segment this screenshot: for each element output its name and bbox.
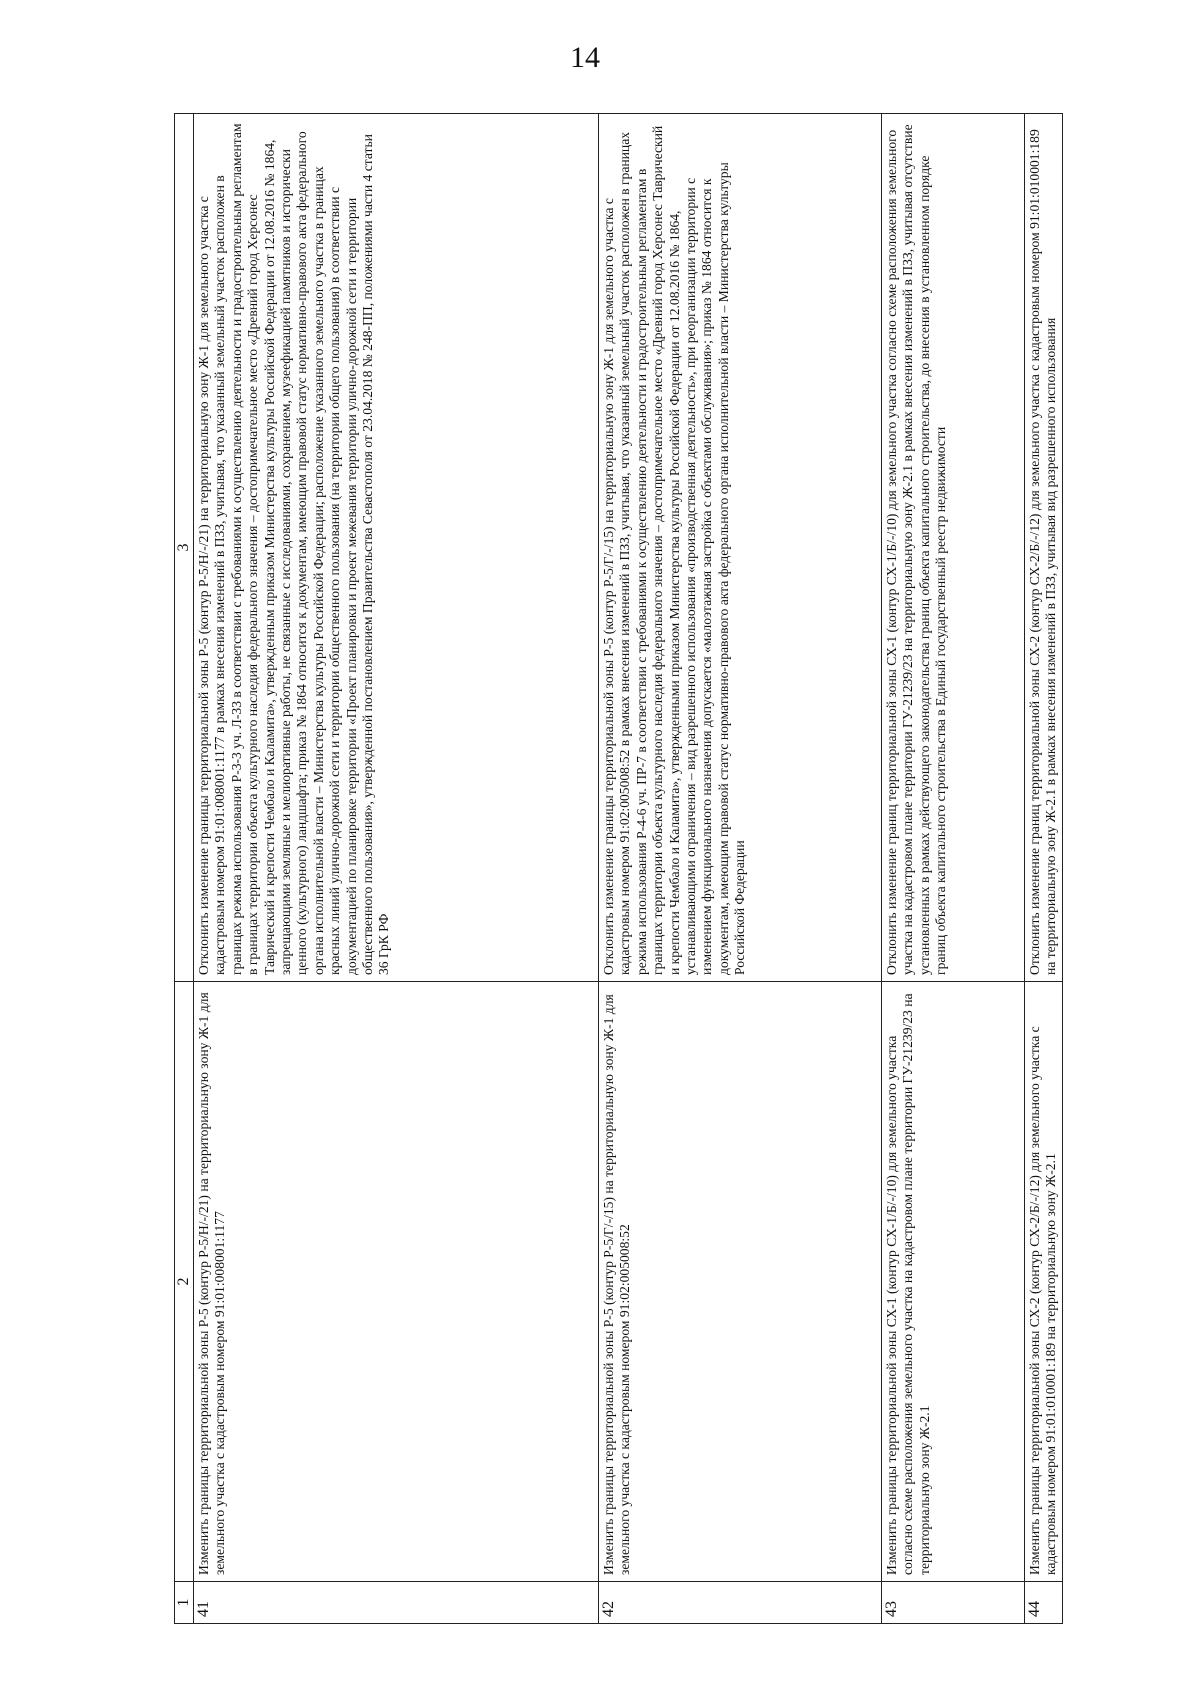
decision-cell [1025,114,1063,982]
page-number: 14 [570,41,600,74]
row-number: 42 [599,1582,882,1624]
column-header-proposal: 2 [175,982,194,1582]
proposal-cell [194,982,599,1582]
row-number: 41 [194,1582,599,1624]
decision-cell [599,114,882,982]
decision-text: Отклонить изменение границ территориальной зоны СХ-2 (контур СХ-2/Б/-/12) для земельного участка с кадастровым номером 91:01:010001:189 на территориальную зону Ж-2.1 в рамках внесения изменений в ПЗЗ, учитывая вид разрешенного использования [1027,129,1059,975]
rotated-table-container [174,114,1059,1624]
table-row [194,114,599,1624]
proposal-text: Изменить границы территориальной зоны СХ-1 (контур СХ-1/Б/-/10) для земельного участка согласно схеме расположения земельного участка на кадастровом плане территории ГУ-21239/23 на территориальную зону Ж-2.1 [884,993,932,1575]
table-row [599,114,882,1624]
proposal-cell [1025,982,1063,1582]
proposal-text: Изменить границы территориальной зоны Р-5 (контур Р-5/Г/-/15) на территориальную зону Ж-1 для земельного участка с кадастровым номером 91:02:005008:52 [601,994,633,1575]
decision-text: Отклонить изменение границ территориальной зоны СХ-1 (контур СХ-1/Б/-/10) для земельного участка согласно схеме расположения земельного участка на кадастровом плане территории ГУ-21239/23 на территориальную зону Ж-2.1 в рамках внесения изменений в ПЗЗ, учитывая отсутствие установленных в рамках действующего законодательства границ объекта капитального строительства, до внесения в установленном порядке границ объекта капитального строительства в Единый государственный реестр недвижимости [884,124,949,975]
decision-text: Отклонить изменение границы территориальной зоны Р-5 (контур Р-5/Н/-/21) на территориальную зону Ж-1 для земельного участка с кадастровым номером 91:01:008001:1177 в рамках внесения изменений в ПЗЗ, учитывая, что указанный земельный участок расположен в границах режима использования Р-3-3 уч. Л-33 в соответствии с требованиями к осуществлению деятельности и градостроительным регламентам в границах территории объекта культурного наследия федерального значения – достопримечательное место «Древний город Херсонес Таврический и крепости Чембало и Каламита», утвержденным приказом Министерства культуры Российской Федерации от 12.08.2016 № 1864, запрещающими земляные и мелиоративные работы, не связанные с исследованиями, сохранением, музеефикацией памятников и исторически ценного (культурного) ландшафта; приказ № 1864 относится к документам, имеющим правовой статус нормативно-правового акта федерального органа исполнительной власти – Министерства культуры Российской Федерации; расположение указанного земельного участка в границах красных линий улично-дорожной сети и территории общественного пользования (на территории общего пользования) в соответствии с документацией по планировке территории «Проект планировки и проект межевания территории улично-дорожной сети и территории общественного пользования», утвержденной постановлением Правительства Севастополя от 23.04.2018 № 248-ПП, положениями части 4 статьи 36 ГрК РФ [196,123,392,975]
proposal-text: Изменить границы территориальной зоны Р-5 (контур Р-5/Н/-/21) на территориальную зону Ж-1 для земельного участка с кадастровым номером 91:01:008001:1177 [196,992,228,1575]
proposal-cell [882,982,1025,1582]
decisions-table [174,113,1063,1624]
column-header-decision: 3 [175,114,194,982]
row-number: 44 [1025,1582,1063,1624]
row-number: 43 [882,1582,1025,1624]
table-row [1025,114,1063,1624]
proposal-text: Изменить границы территориальной зоны СХ-2 (контур СХ-2/Б/-/12) для земельного участка с кадастровым номером 91:01:010001:189 на территориальную зону Ж-2.1 [1027,1026,1059,1575]
table-row [882,114,1025,1624]
decision-cell [194,114,599,982]
column-header-number: 1 [175,1582,194,1624]
decision-text: Отклонить изменение границы территориальной зоны Р-5 (контур Р-5/Г/-/15) на территориальную зону Ж-1 для земельного участка с кадастровым номером 91:02:005008:52 в рамках внесения изменений в ПЗЗ, учитывая, что указанный земельный участок расположен в границах режима использования Р-4-6 уч. ПР-7 в соответствии с требованиями к осуществлению деятельности и градостроительным регламентам в границах территории объекта культурного наследия федерального значения – достопримечательное место «Древний город Херсонес Таврический и крепости Чембало и Каламита», утвержденными приказом Министерства культуры Российской Федерации от 12.08.2016 № 1864, устанавливающими ограничения – вид разрешенного использования «производственная деятельность», при реорганизации территории с изменением функционального назначения допускается «малоэтажная застройка с объектами обслуживания»; приказ № 1864 относится к документам, имеющим правовой статус нормативно-правового акта федерального органа исполнительной власти – Министерства культуры Российской Федерации [601,125,748,975]
decision-cell [882,114,1025,982]
table-header-row [175,114,194,1624]
proposal-cell [599,982,882,1582]
